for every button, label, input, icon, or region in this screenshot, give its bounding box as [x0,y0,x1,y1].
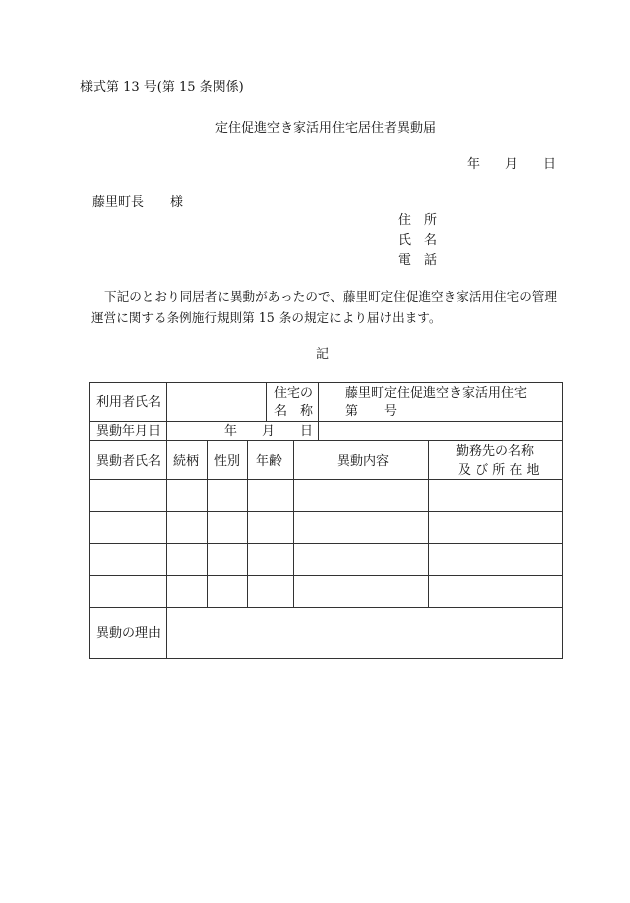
date-year: 年 [467,157,481,172]
form-number: 様式第 13 号(第 15 条関係) [80,80,244,95]
change-date-label: 異動年月日 [96,424,162,439]
body-text-line1: 下記のとおり同居者に異動があったので、藤里町定住促進空き家活用住宅の管理 [104,289,557,304]
change-date-month: 月 [262,424,276,439]
addressee-name: 藤里町長 [92,195,145,210]
address-label: 住 所 [398,213,438,228]
header-relation: 続柄 [173,454,200,469]
page-title: 定住促進空き家活用住宅居住者異動届 [215,121,437,136]
house-name-label-1: 住宅の [274,386,314,401]
date-month: 月 [505,157,519,172]
reason-label: 異動の理由 [96,626,162,641]
name-label: 氏 名 [398,233,438,248]
body-text-line2: 運営に関する条例施行規則第 15 条の規定により届け出ます。 [91,310,442,325]
header-workplace-2: 及 び 所 在 地 [458,463,540,478]
house-name-value-2: 第 号 [345,404,398,419]
header-content: 異動内容 [337,454,390,469]
house-name-value-1: 藤里町定住促進空き家活用住宅 [345,386,528,401]
addressee-honorific: 様 [170,195,184,210]
house-name-label-2: 名 称 [274,404,314,419]
change-date-day: 日 [300,424,314,439]
header-person: 異動者氏名 [96,454,162,469]
user-name-label: 利用者氏名 [96,395,162,410]
header-gender: 性別 [214,454,241,469]
phone-label: 電 話 [398,253,438,268]
change-date-year: 年 [224,424,238,439]
ki-label: 記 [316,347,330,362]
header-age: 年齢 [256,454,283,469]
date-day: 日 [543,157,557,172]
header-workplace-1: 勤務先の名称 [456,444,535,459]
